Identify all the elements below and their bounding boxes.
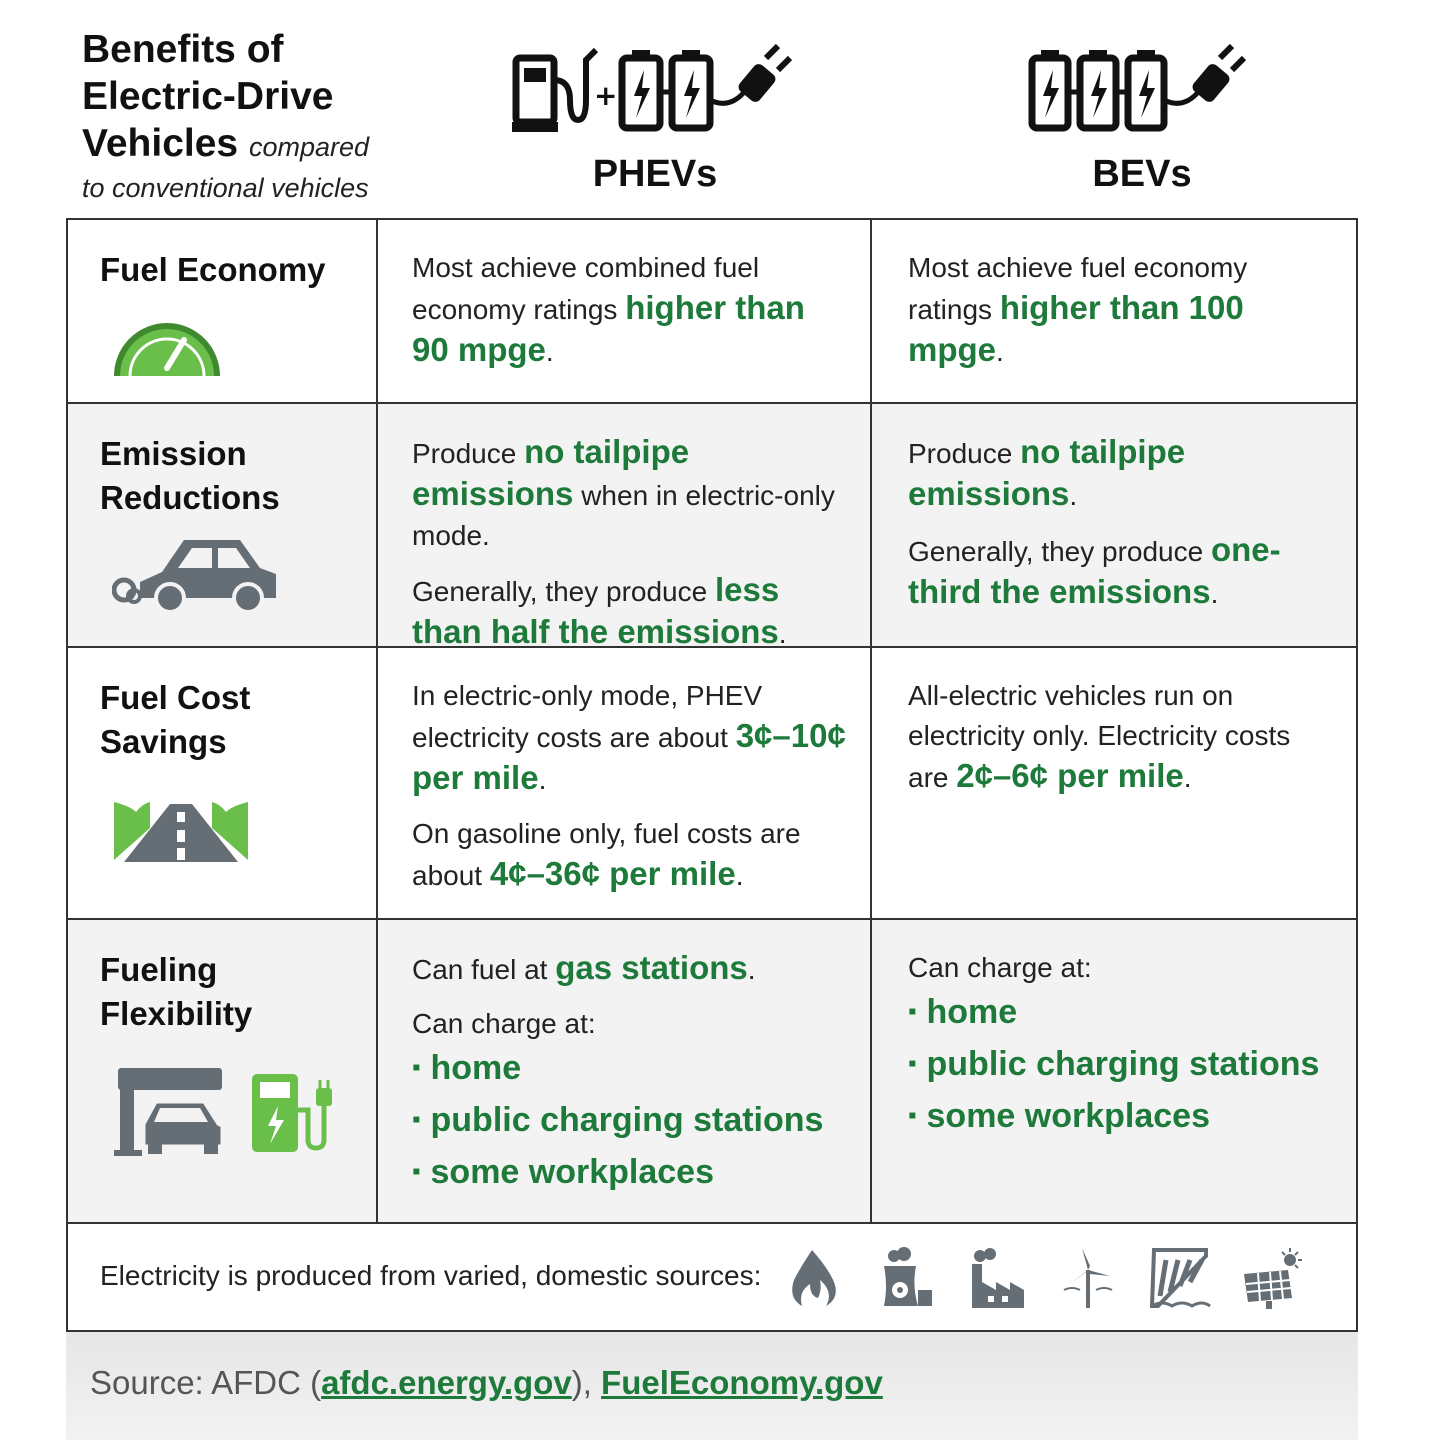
fuel-cost-bev-pre: All-electric vehicles run on electricity only. Electricity costs are [908, 680, 1291, 793]
fuel-cost-phev-p2-highlight: 4¢–36¢ per mile [489, 855, 736, 892]
emissions-phev-p1-pre: Produce [412, 438, 525, 469]
fueling-phev-p1-pre: Can fuel at [412, 954, 556, 985]
emissions-bev-p2 [908, 530, 1336, 614]
fueling-bev-bullet-text: some workplaces [926, 1097, 1210, 1135]
fuel-cost-label: Fuel Cost Savings [100, 679, 251, 760]
fuel-cost-bev-highlight: 2¢–6¢ per mile [956, 757, 1184, 794]
fuel-economy-label: Fuel Economy [100, 251, 326, 288]
row-fueling [68, 920, 1356, 1222]
fuel-cost-phev-p2-post: . [735, 860, 744, 891]
emissions-phev-p1-highlight: no tailpipe emissions [412, 433, 690, 512]
title-compared: compared [248, 132, 370, 162]
fueling-phev-bullet-text: home [430, 1049, 522, 1087]
fuel-economy-bev-highlight: higher than 100 mpge [908, 289, 1244, 368]
title-line-3 [82, 120, 402, 171]
emissions-phev-p1-post: when in electric-only mode. [412, 480, 835, 551]
emissions-bev-p1-pre: Produce [908, 438, 1021, 469]
fueling-label-cell [68, 920, 378, 1222]
fueling-phev-cell [378, 920, 872, 1222]
emissions-bev-p2-pre: Generally, they produce [908, 536, 1211, 567]
fueling-phev-charge-intro: Can charge at: [412, 1008, 596, 1039]
emissions-phev-p1 [412, 432, 850, 556]
bev-label: BEVs [1092, 153, 1192, 195]
ev-charging-station-icon [250, 1070, 336, 1154]
electricity-sources-row [66, 1220, 1358, 1332]
fuel-cost-phev-p1 [412, 676, 850, 800]
fuel-cost-bev-post: . [1183, 762, 1192, 793]
fuel-cost-phev-p2-pre: On gasoline only, fuel costs are about [412, 818, 801, 891]
fuel-economy-bev-cell [872, 220, 1356, 402]
fueling-bev-bullet [908, 988, 1336, 1040]
afdc-link[interactable]: afdc.energy.gov [321, 1364, 572, 1401]
fuel-economy-phev-post: . [545, 336, 554, 367]
bullet-dot: ▪ [412, 1054, 421, 1081]
fueleconomy-link[interactable]: FuelEconomy.gov [601, 1364, 883, 1401]
fuel-economy-label-cell [68, 220, 378, 402]
factory-icon [964, 1246, 1028, 1310]
fueling-phev-p1-post: . [747, 954, 756, 985]
fueling-phev-bullet [412, 1096, 850, 1148]
emissions-phev-cell [378, 404, 872, 650]
wind-turbine-icon [1056, 1246, 1120, 1310]
fuel-cost-phev-p1-highlight: 3¢–10¢ per mile [412, 717, 846, 796]
fueling-phev-bullet-text: public charging stations [430, 1101, 824, 1139]
row-fuel-cost [68, 648, 1356, 920]
fuel-cost-bev-cell [872, 648, 1356, 918]
nuclear-plant-icon [872, 1246, 936, 1310]
source-separator: ), [571, 1364, 602, 1401]
emissions-bev-p2-post: . [1210, 578, 1219, 609]
fuel-cost-label-cell [68, 648, 378, 918]
row-emissions [68, 404, 1356, 648]
title-line-1: Benefits of [82, 28, 284, 71]
bullet-dot: ▪ [908, 1050, 917, 1077]
fueling-bev-charge-intro: Can charge at: [908, 952, 1092, 983]
electricity-sources-icons [780, 1246, 1304, 1310]
fueling-phev-bullet-text: some workplaces [430, 1153, 714, 1191]
fuel-cost-bev-text [908, 676, 1336, 798]
row-fuel-economy [68, 220, 1356, 404]
fueling-phev-p1-highlight: gas stations [555, 949, 748, 986]
fueling-bev-bullet-text: public charging stations [926, 1045, 1320, 1083]
fuel-economy-bev-post: . [996, 336, 1004, 367]
comparison-table [66, 218, 1358, 1224]
emissions-bev-cell [872, 404, 1356, 646]
solar-panel-icon [1240, 1246, 1304, 1310]
emissions-phev-p2 [412, 570, 850, 654]
fueling-label: Fueling Flexibility [100, 951, 253, 1032]
phev-fuel-battery-plug-icon [510, 40, 800, 140]
emissions-phev-p2-post: . [778, 618, 787, 649]
footer [66, 1332, 1358, 1440]
speedometer-icon [112, 306, 222, 376]
source-line [90, 1364, 883, 1402]
emissions-bev-p1 [908, 432, 1208, 516]
fuel-economy-bev-pre: Most achieve fuel economy ratings [908, 252, 1248, 325]
fuel-economy-bev-text [908, 248, 1336, 372]
fuel-cost-phev-p1-post: . [538, 764, 547, 795]
road-icon [114, 802, 248, 864]
hydro-dam-icon [1148, 1246, 1212, 1310]
fuel-cost-phev-p1-pre: In electric-only mode, PHEV electricity costs are about [412, 680, 763, 753]
fueling-phev-bullet [412, 1148, 850, 1200]
fuel-cost-phev-p2 [412, 814, 850, 896]
emissions-phev-p2-pre: Generally, they produce [412, 576, 715, 607]
title-line-2: Electric-Drive [82, 75, 334, 118]
bullet-dot: ▪ [412, 1158, 421, 1185]
bev-header [1022, 40, 1262, 196]
svg-text:+: + [594, 79, 618, 112]
fueling-bev-bullet [908, 1092, 1336, 1144]
title-vehicles: Vehicles [82, 122, 239, 165]
emissions-phev-p2-highlight: less than half the emissions [412, 571, 780, 650]
emissions-bev-p1-post: . [1069, 480, 1078, 511]
fueling-bev-bullet [908, 1040, 1336, 1092]
bullet-dot: ▪ [908, 1102, 917, 1129]
emissions-bev-p1-highlight: no tailpipe emissions [908, 433, 1186, 512]
phev-label: PHEVs [592, 153, 718, 195]
bev-battery-plug-icon [1022, 40, 1262, 140]
electricity-sources-text: Electricity is produced from varied, domestic sources: [100, 1260, 762, 1291]
fuel-cost-phev-cell [378, 648, 872, 918]
fueling-phev-p1 [412, 948, 850, 990]
phev-header [510, 40, 800, 196]
fueling-bev-bullet-text: home [926, 993, 1018, 1031]
fuel-economy-phev-cell [378, 220, 872, 402]
bullet-dot: ▪ [908, 998, 917, 1025]
fuel-economy-phev-highlight: higher than 90 mpge [412, 289, 805, 368]
fuel-economy-phev-pre: Most achieve combined fuel economy ratings [412, 252, 760, 325]
fueling-phev-bullet [412, 1044, 850, 1096]
gas-station-icon [114, 1068, 228, 1156]
emissions-label-cell [68, 404, 378, 646]
flame-icon [780, 1246, 844, 1310]
fuel-economy-phev-text [412, 248, 850, 372]
fueling-bev-cell [872, 920, 1356, 1222]
bullet-dot: ▪ [412, 1106, 421, 1133]
emissions-label: Emission Reductions [100, 435, 280, 516]
source-prefix: Source: AFDC ( [90, 1364, 322, 1401]
emissions-bev-p2-highlight: one-third the emissions [908, 531, 1281, 610]
title-subtitle: to conventional vehicles [82, 173, 369, 203]
car-exhaust-icon [112, 532, 282, 614]
title-block [82, 26, 402, 205]
